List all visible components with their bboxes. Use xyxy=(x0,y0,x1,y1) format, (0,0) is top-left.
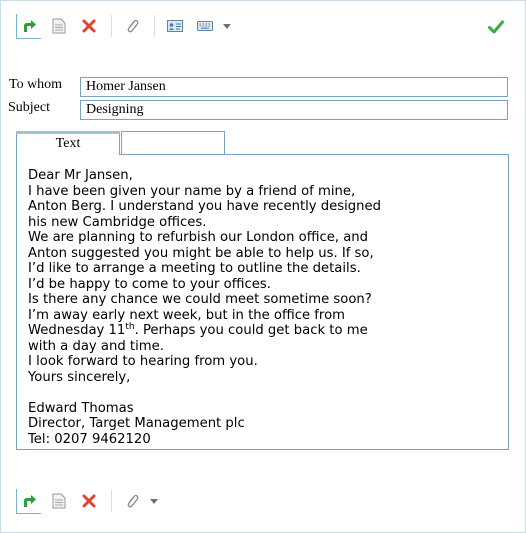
message-line: I’d like to arrange a meeting to outline the details. xyxy=(28,261,361,276)
message-line-text: Wednesday 11 xyxy=(28,323,126,338)
more-options-dropdown-bottom[interactable] xyxy=(148,489,160,513)
send-arrow-icon xyxy=(21,18,37,34)
message-line: I have been given your name by a friend of mine, xyxy=(28,183,356,199)
send-arrow-icon xyxy=(21,493,37,509)
message-body[interactable] xyxy=(28,168,498,447)
tab-text[interactable]: Text xyxy=(16,131,120,155)
message-line: Dear Mr Jansen, xyxy=(28,168,133,183)
toolbar-separator xyxy=(111,15,112,37)
red-x-icon xyxy=(82,494,96,508)
send-button-bottom[interactable] xyxy=(16,489,41,514)
document-icon xyxy=(52,18,66,34)
message-line: I’d be happy to come to your offices. xyxy=(28,276,271,292)
green-checkmark-icon xyxy=(488,20,504,34)
message-line xyxy=(28,323,498,339)
message-line: his new Cambridge offices. xyxy=(28,214,207,230)
message-line: Is there any chance we could meet sometime soon? xyxy=(28,292,372,307)
to-field[interactable]: Homer Jansen xyxy=(80,77,508,97)
keyboard-icon xyxy=(197,20,213,32)
attach-button-bottom[interactable] xyxy=(120,489,144,513)
discard-button[interactable] xyxy=(77,14,101,38)
caret-down-icon xyxy=(223,24,231,29)
message-line: I look forward to hearing from you. xyxy=(28,354,258,369)
attach-button[interactable] xyxy=(120,14,144,38)
message-line: Yours sincerely, xyxy=(28,369,131,385)
bottom-toolbar xyxy=(16,488,160,514)
message-line: We are planning to refurbish our London office, and xyxy=(28,230,369,245)
paperclip-icon xyxy=(125,18,139,34)
message-line-text: . Perhaps you could get back to me xyxy=(134,323,368,338)
subject-label: Subject xyxy=(8,100,50,115)
caret-down-icon xyxy=(150,499,158,504)
message-line: Anton suggested you might be able to help us. If so, xyxy=(28,245,374,261)
address-card-icon xyxy=(167,19,183,33)
red-x-icon xyxy=(82,19,96,33)
more-options-dropdown[interactable] xyxy=(221,14,233,38)
message-line: I’m away early next week, but in the office from xyxy=(28,307,345,323)
keyboard-button[interactable] xyxy=(193,14,217,38)
address-card-button[interactable] xyxy=(163,14,187,38)
message-line: Anton Berg. I understand you have recently designed xyxy=(28,199,382,214)
to-label: To whom xyxy=(9,77,63,92)
send-button[interactable] xyxy=(16,14,41,39)
toolbar-separator xyxy=(154,15,155,37)
toolbar-separator xyxy=(111,490,112,512)
draft-button-bottom[interactable] xyxy=(47,489,71,513)
message-line: Tel: 0207 9462120 xyxy=(28,431,151,447)
tab-blank[interactable] xyxy=(121,131,225,154)
ordinal-suffix: th xyxy=(125,322,135,332)
subject-field[interactable]: Designing xyxy=(80,100,508,120)
ok-button[interactable] xyxy=(484,15,508,39)
message-line: with a day and time. xyxy=(28,338,164,354)
top-toolbar xyxy=(16,13,233,39)
draft-button[interactable] xyxy=(47,14,71,38)
message-line xyxy=(28,385,498,401)
discard-button-bottom[interactable] xyxy=(77,489,101,513)
message-line: Director, Target Management plc xyxy=(28,416,245,431)
paperclip-icon xyxy=(125,493,139,509)
document-icon xyxy=(52,493,66,509)
message-line: Edward Thomas xyxy=(28,400,134,416)
